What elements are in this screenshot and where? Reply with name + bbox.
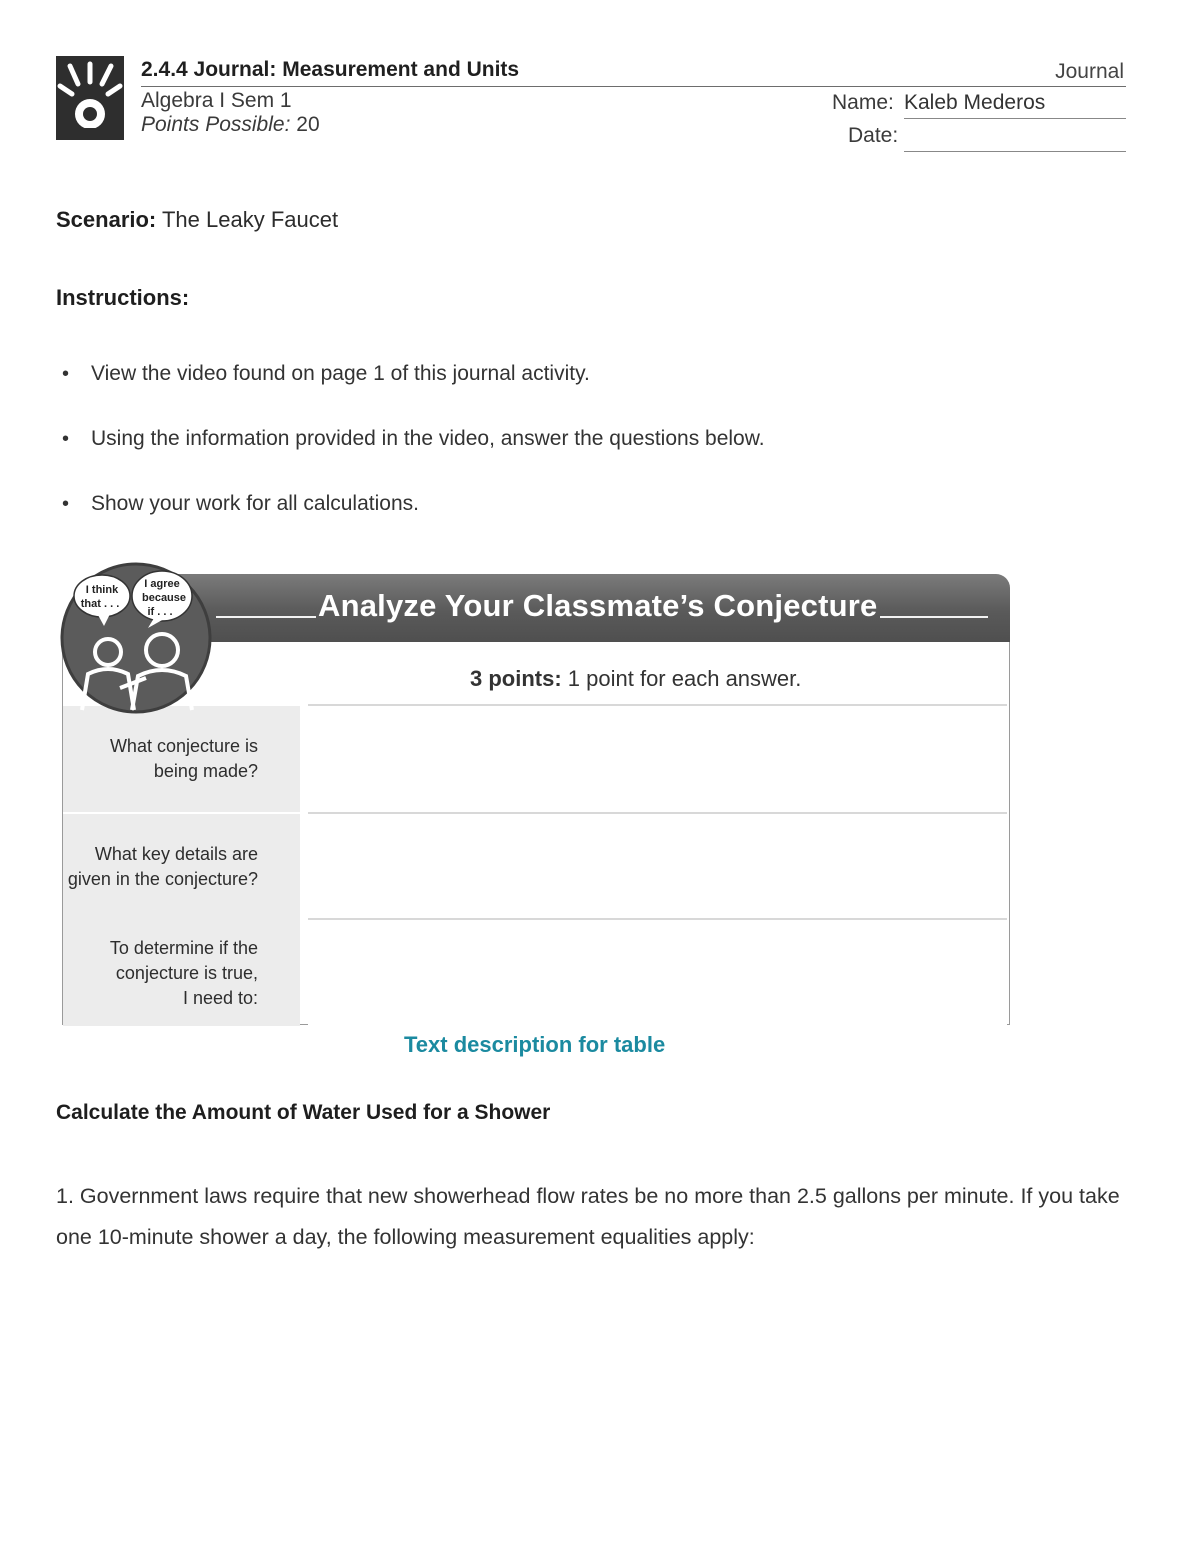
conjecture-card [62,574,1010,1026]
question-number: 1. [56,1184,74,1208]
svg-text:if . . .: if . . . [147,606,173,618]
svg-text:because: because [141,592,187,604]
question-text: Government laws require that new showerhead flow rates be no more than 2.5 gallons per minute. If you take one 10-minute shower a day, the following measurement equalities apply: [56,1184,1120,1249]
answer-cell-determine[interactable] [308,918,1007,1026]
points-possible [141,113,320,137]
name-field[interactable]: Kaleb Mederos [904,91,1046,114]
points-bold: 3 points: [470,666,562,691]
instruction-item: • Show your work for all calculations. [60,490,765,555]
course-name: Algebra I Sem 1 [141,89,292,112]
document-type: Journal [1055,60,1124,83]
row-label-conjecture: What conjecture is being made? [63,706,300,812]
row-label-determine: To determine if the conjecture is true, I need to: [63,920,300,1026]
instruction-item: • View the video found on page 1 of this journal activity. [60,360,765,425]
name-label: Name: [832,91,894,114]
lightbulb-logo-icon [56,56,124,140]
date-label: Date: [848,124,899,147]
instructions-list [60,360,765,555]
card-title: Analyze Your Classmate’s Conjecture [318,588,878,623]
table-description-link[interactable]: Text description for table [404,1032,666,1057]
points-value: 20 [296,113,320,136]
title-rule-right [880,616,988,618]
scenario-label: Scenario: [56,207,157,232]
points-label: Points Possible: [141,113,291,136]
scenario-text: The Leaky Faucet [161,207,339,232]
svg-text:I agree: I agree [144,578,180,590]
points-rest: 1 point for each answer. [567,666,802,691]
page-title: 2.4.4 Journal: Measurement and Units [141,58,520,81]
row-label-key-details: What key details are given in the conjecture? [63,814,300,920]
answer-cell-key-details[interactable] [308,812,1007,920]
answer-cell-conjecture[interactable] [308,704,1007,812]
section-heading: Calculate the Amount of Water Used for a Shower [56,1101,551,1124]
title-rule-left [216,616,316,618]
svg-text:I think: I think [85,584,119,596]
scenario [56,207,338,233]
classmates-emblem-icon [58,560,218,714]
header-divider [141,86,1126,87]
svg-text:that . . .: that . . . [80,598,120,610]
card-points-note [470,666,801,692]
instructions-heading: Instructions: [56,285,190,310]
date-field[interactable] [904,151,1126,152]
name-underline [904,118,1126,119]
question-1 [56,1176,1136,1258]
instruction-item: • Using the information provided in the video, answer the questions below. [60,425,765,490]
